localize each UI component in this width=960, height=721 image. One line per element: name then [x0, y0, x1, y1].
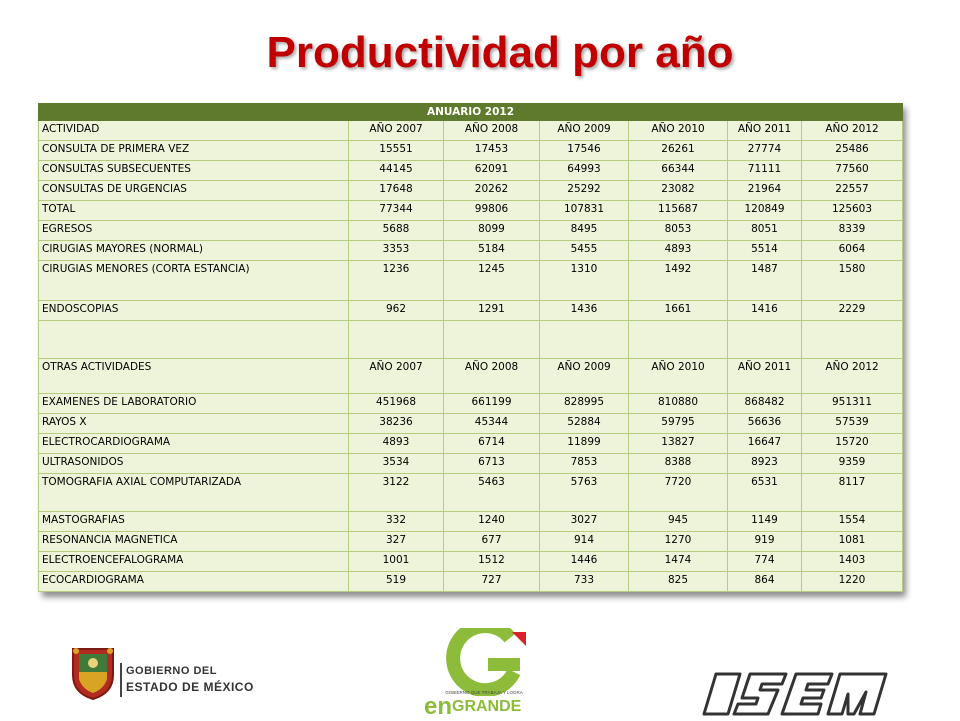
table-cell: 27774: [728, 141, 802, 161]
table-cell: 5514: [728, 241, 802, 261]
table-cell: 327: [349, 532, 444, 552]
row-label: ELECTROENCEFALOGRAMA: [39, 552, 349, 572]
row-label: OTRAS ACTIVIDADES: [39, 359, 349, 394]
table-cell: 11899: [540, 434, 629, 454]
table-cell: AÑO 2009: [540, 359, 629, 394]
table-cell: 914: [540, 532, 629, 552]
table-cell: 727: [444, 572, 540, 592]
table-cell: 115687: [629, 201, 728, 221]
table-cell: 828995: [540, 394, 629, 414]
table-cell: 1245: [444, 261, 540, 301]
table-cell: 962: [349, 301, 444, 321]
table-cell: 107831: [540, 201, 629, 221]
row-label: RESONANCIA MAGNETICA: [39, 532, 349, 552]
table-cell: 519: [349, 572, 444, 592]
isem-logo-icon: [700, 668, 890, 720]
gobierno-line1: GOBIERNO DEL: [126, 665, 217, 677]
table-cell: AÑO 2012: [802, 359, 903, 394]
table-row: [39, 321, 903, 359]
row-label: ENDOSCOPIAS: [39, 301, 349, 321]
estado-de-mexico-shield-icon: [70, 645, 116, 701]
table-row: [39, 552, 903, 572]
table-row: [39, 221, 903, 241]
table-cell: 1220: [802, 572, 903, 592]
table-cell: 56636: [728, 414, 802, 434]
table-cell: 6064: [802, 241, 903, 261]
table-row: [39, 394, 903, 414]
table-cell: 774: [728, 552, 802, 572]
table-cell: 8099: [444, 221, 540, 241]
table-cell: 120849: [728, 201, 802, 221]
table-cell: [349, 321, 444, 359]
table-cell: 1081: [802, 532, 903, 552]
table-cell: 17546: [540, 141, 629, 161]
table-cell: 45344: [444, 414, 540, 434]
table-cell: 77560: [802, 161, 903, 181]
table-cell: 1001: [349, 552, 444, 572]
table-cell: AÑO 2009: [540, 121, 629, 141]
table-cell: 677: [444, 532, 540, 552]
row-label: CONSULTAS DE URGENCIAS: [39, 181, 349, 201]
table-cell: 332: [349, 512, 444, 532]
table-cell: 16647: [728, 434, 802, 454]
row-label: MASTOGRAFIAS: [39, 512, 349, 532]
table-row: [39, 532, 903, 552]
row-label: ELECTROCARDIOGRAMA: [39, 434, 349, 454]
table-cell: AÑO 2010: [629, 359, 728, 394]
table-cell: 1474: [629, 552, 728, 572]
table-cell: 62091: [444, 161, 540, 181]
table-row: [39, 512, 903, 532]
row-label: RAYOS X: [39, 414, 349, 434]
table-cell: 810880: [629, 394, 728, 414]
table-cell: 5688: [349, 221, 444, 241]
row-label: EXAMENES DE LABORATORIO: [39, 394, 349, 414]
table-cell: AÑO 2007: [349, 359, 444, 394]
table-cell: 44145: [349, 161, 444, 181]
footer-logos: [0, 620, 960, 720]
table-cell: 8051: [728, 221, 802, 241]
table-cell: 451968: [349, 394, 444, 414]
table-cell: 3122: [349, 474, 444, 512]
table-row: [39, 161, 903, 181]
productivity-table: [38, 103, 902, 592]
table-cell: 99806: [444, 201, 540, 221]
table-cell: 15551: [349, 141, 444, 161]
table-cell: AÑO 2010: [629, 121, 728, 141]
table-cell: 733: [540, 572, 629, 592]
table-row: [39, 241, 903, 261]
table-row: [39, 301, 903, 321]
table-header: ANUARIO 2012: [39, 104, 903, 121]
row-label: TOTAL: [39, 201, 349, 221]
table-cell: 4893: [349, 434, 444, 454]
table-row: [39, 201, 903, 221]
table-cell: 945: [629, 512, 728, 532]
table-cell: 6531: [728, 474, 802, 512]
table-cell: 3027: [540, 512, 629, 532]
table-row: [39, 434, 903, 454]
table-cell: 6714: [444, 434, 540, 454]
row-label: [39, 321, 349, 359]
row-label: CONSULTA DE PRIMERA VEZ: [39, 141, 349, 161]
engrande-en: en: [424, 693, 453, 720]
table-cell: 1240: [444, 512, 540, 532]
table-header-row: [39, 104, 903, 121]
table-cell: 9359: [802, 454, 903, 474]
row-label: CONSULTAS SUBSECUENTES: [39, 161, 349, 181]
table-cell: 77344: [349, 201, 444, 221]
table-cell: 3534: [349, 454, 444, 474]
table-cell: 1291: [444, 301, 540, 321]
table-cell: 20262: [444, 181, 540, 201]
row-label: TOMOGRAFIA AXIAL COMPUTARIZADA: [39, 474, 349, 512]
table-cell: 23082: [629, 181, 728, 201]
table-row: [39, 121, 903, 141]
table-cell: 71111: [728, 161, 802, 181]
table-cell: 52884: [540, 414, 629, 434]
table-row: [39, 181, 903, 201]
row-label: ULTRASONIDOS: [39, 454, 349, 474]
table-cell: AÑO 2012: [802, 121, 903, 141]
table-cell: 919: [728, 532, 802, 552]
gobierno-line2: ESTADO DE MÉXICO: [126, 680, 254, 694]
row-label: ECOCARDIOGRAMA: [39, 572, 349, 592]
table-row: [39, 359, 903, 394]
table-cell: 57539: [802, 414, 903, 434]
table-cell: 66344: [629, 161, 728, 181]
table-cell: 8388: [629, 454, 728, 474]
table-row: [39, 261, 903, 301]
table-cell: 21964: [728, 181, 802, 201]
table-row: [39, 454, 903, 474]
table-cell: 6713: [444, 454, 540, 474]
table-cell: 825: [629, 572, 728, 592]
table-cell: 1492: [629, 261, 728, 301]
table-cell: 59795: [629, 414, 728, 434]
table-cell: 13827: [629, 434, 728, 454]
table-cell: 64993: [540, 161, 629, 181]
table-row: [39, 414, 903, 434]
row-label: CIRUGIAS MAYORES (NORMAL): [39, 241, 349, 261]
table-cell: 1270: [629, 532, 728, 552]
table-cell: 1661: [629, 301, 728, 321]
table-cell: 1446: [540, 552, 629, 572]
table-row: [39, 572, 903, 592]
table-cell: 8053: [629, 221, 728, 241]
table-cell: 2229: [802, 301, 903, 321]
page-title: Productividad por año: [266, 28, 734, 77]
table-cell: 8495: [540, 221, 629, 241]
table-cell: 125603: [802, 201, 903, 221]
table-cell: 7720: [629, 474, 728, 512]
table-cell: 5463: [444, 474, 540, 512]
table-cell: 868482: [728, 394, 802, 414]
table-row: [39, 474, 903, 512]
table-cell: 1310: [540, 261, 629, 301]
row-label: EGRESOS: [39, 221, 349, 241]
table-cell: 25486: [802, 141, 903, 161]
table-cell: 7853: [540, 454, 629, 474]
table-cell: 661199: [444, 394, 540, 414]
table-cell: 1403: [802, 552, 903, 572]
engrande-g-icon: [440, 628, 530, 696]
table-cell: [629, 321, 728, 359]
table-cell: 1416: [728, 301, 802, 321]
table-cell: 38236: [349, 414, 444, 434]
table-cell: AÑO 2008: [444, 359, 540, 394]
table-cell: 4893: [629, 241, 728, 261]
row-label: ACTIVIDAD: [39, 121, 349, 141]
table-cell: 17453: [444, 141, 540, 161]
table-cell: [802, 321, 903, 359]
table-cell: [444, 321, 540, 359]
table-cell: 5184: [444, 241, 540, 261]
table-cell: 15720: [802, 434, 903, 454]
engrande-word: GRANDE: [452, 698, 522, 715]
table-cell: 5455: [540, 241, 629, 261]
table-cell: 3353: [349, 241, 444, 261]
table-row: [39, 141, 903, 161]
logo-divider: [120, 663, 122, 697]
table-cell: 1149: [728, 512, 802, 532]
table-cell: AÑO 2007: [349, 121, 444, 141]
table-cell: 8117: [802, 474, 903, 512]
table-cell: 8339: [802, 221, 903, 241]
table-cell: [728, 321, 802, 359]
table-cell: AÑO 2011: [728, 121, 802, 141]
table-cell: 26261: [629, 141, 728, 161]
table-cell: AÑO 2008: [444, 121, 540, 141]
table-cell: 8923: [728, 454, 802, 474]
table-cell: 864: [728, 572, 802, 592]
table-cell: 951311: [802, 394, 903, 414]
table-cell: 5763: [540, 474, 629, 512]
table-cell: 1580: [802, 261, 903, 301]
table-cell: 22557: [802, 181, 903, 201]
row-label: CIRUGIAS MENORES (CORTA ESTANCIA): [39, 261, 349, 301]
engrande-tagline: GOBIERNO QUE TRABAJA Y LOGRA: [445, 690, 523, 695]
table-cell: 1512: [444, 552, 540, 572]
table-cell: 1487: [728, 261, 802, 301]
table-cell: 17648: [349, 181, 444, 201]
table-cell: 1436: [540, 301, 629, 321]
table-cell: 25292: [540, 181, 629, 201]
table-cell: 1236: [349, 261, 444, 301]
table-cell: 1554: [802, 512, 903, 532]
table-cell: [540, 321, 629, 359]
table-cell: AÑO 2011: [728, 359, 802, 394]
